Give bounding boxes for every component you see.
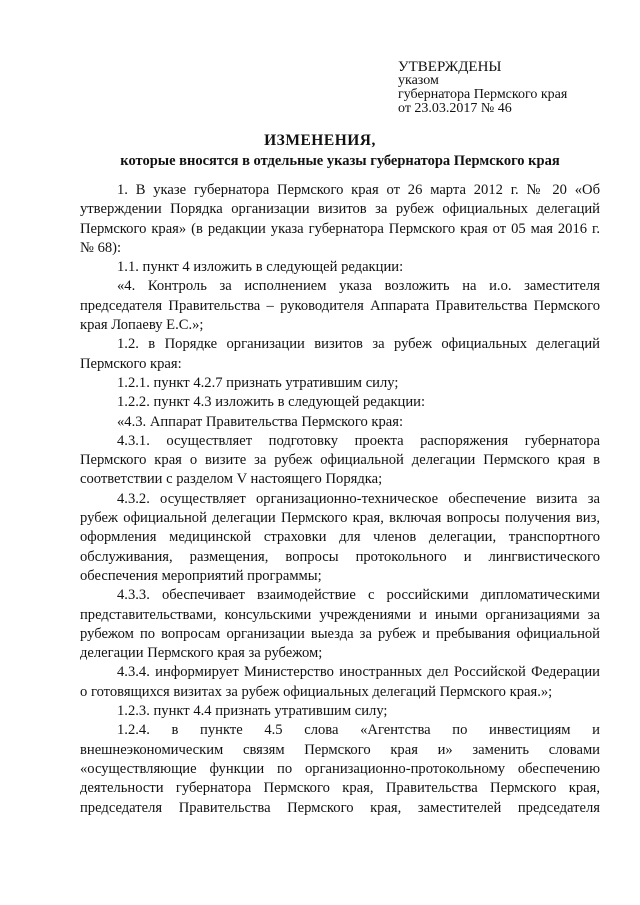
document-body bbox=[80, 181, 600, 818]
document-title: ИЗМЕНЕНИЯ, bbox=[264, 132, 376, 149]
paragraph-4-3-3: 4.3.3. обеспечивает взаимодействие с российскими дипломатическими представительствами, консульскими учреждениями и иными организациями за рубежом по вопросам организации выезда за рубеж и пребывания официальной делегации Пермского края за рубежом; bbox=[80, 587, 600, 662]
paragraph-1-2: 1.2. в Порядке организации визитов за рубеж официальных делегаций Пермского края: bbox=[80, 336, 600, 372]
paragraph-quote-4: «4. Контроль за исполнением указа возложить на и.о. заместителя председателя Правительства – руководителя Аппарата Правительства Пермского края Лопаеву Е.С.»; bbox=[80, 278, 600, 334]
paragraph-4-3-4: 4.3.4. информирует Министерство иностранных дел Российской Федерации о готовящихся визитах за рубеж официальных делегаций Пермского края.»; bbox=[80, 664, 600, 700]
paragraph-1-2-2: 1.2.2. пункт 4.3 изложить в следующей редакции: bbox=[117, 394, 426, 411]
approval-line-date: от 23.03.2017 № 46 bbox=[398, 101, 512, 116]
paragraph-1-2-4: 1.2.4. в пункте 4.5 слова «Агентства по инвестициям и внешнеэкономическим связям Пермского края и» заменить словами «осуществляющие функции по организационно-протокольному обеспечению деятельности губернатора Пермского края, Правительства Пермского края, председателя Правительства Пермского края, заместителей председателя bbox=[80, 722, 600, 816]
paragraph-4-3-2: 4.3.2. осуществляет организационно-техническое обеспечение визита за рубеж официальной делегации Пермского края, включая вопросы получения виз, оформления медицинской страховки для членов делегации, транспортного обслуживания, размещения, вопросы протокольного и лингвистического обеспечения мероприятий программы; bbox=[80, 490, 600, 584]
approval-heading: УТВЕРЖДЕНЫ bbox=[398, 59, 502, 75]
approval-line-decree: указом bbox=[398, 73, 439, 88]
paragraph-1: 1. В указе губернатора Пермского края от 26 марта 2012 г. № 20 «Об утверждении Порядка организации визитов за рубеж официальных делегаций Пермского края» (в редакции указа губернатора Пермского края от 05 мая 2016 г. № 68): bbox=[80, 182, 600, 256]
paragraph-1-2-3: 1.2.3. пункт 4.4 признать утратившим силу; bbox=[117, 703, 388, 720]
approval-stamp bbox=[398, 60, 567, 116]
paragraph-1-2-1: 1.2.1. пункт 4.2.7 признать утратившим силу; bbox=[117, 374, 399, 391]
approval-line-governor: губернатора Пермского края bbox=[398, 87, 568, 102]
document-subtitle: которые вносятся в отдельные указы губернатора Пермского края bbox=[120, 153, 560, 169]
paragraph-quote-4-3: «4.3. Аппарат Правительства Пермского края: bbox=[117, 413, 404, 430]
paragraph-4-3-1: 4.3.1. осуществляет подготовку проекта распоряжения губернатора Пермского края о визите за рубеж официальной делегации Пермского края в соответствии с разделом V настоящего Порядка; bbox=[80, 432, 600, 488]
paragraph-1-1: 1.1. пункт 4 изложить в следующей редакции: bbox=[117, 259, 404, 276]
